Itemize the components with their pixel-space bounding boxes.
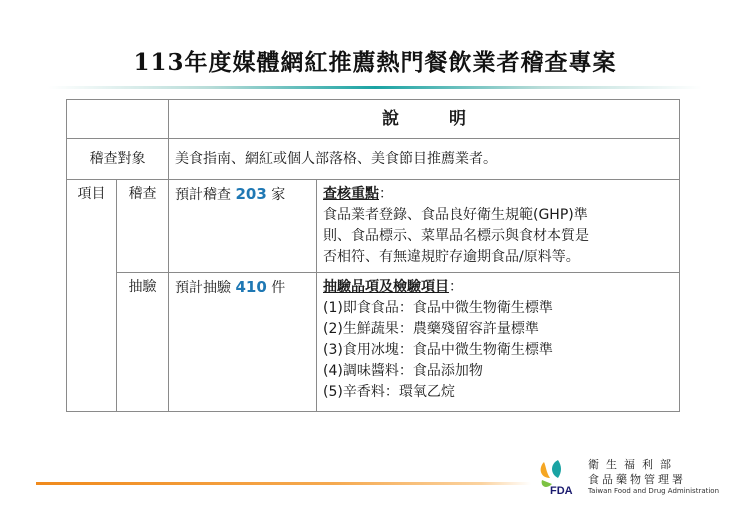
inspection-planned: [169, 180, 317, 273]
org-name-line2: 食品藥物管理署: [588, 473, 686, 486]
focus-title: 查核重點: [323, 186, 379, 202]
fda-logo-text: FDA: [550, 485, 573, 497]
title-divider: [48, 86, 702, 89]
subject-row: [67, 139, 680, 180]
sampling-label: 抽驗: [117, 273, 169, 412]
focus-line: 否相符、有無違規貯存逾期食品/原料等。: [323, 249, 580, 265]
inspection-count: 203: [235, 185, 267, 203]
inspection-row: [67, 180, 680, 273]
sampling-items-title: 抽驗品項及檢驗項目: [323, 279, 449, 295]
sampling-unit: 件: [271, 280, 286, 296]
slide-title: 113年度媒體網紅推薦熱門餐飲業者稽查專案: [133, 49, 617, 76]
header-empty-cell: [67, 100, 169, 139]
org-name-english: Taiwan Food and Drug Administration: [588, 487, 720, 495]
inspection-label: 稽查: [117, 180, 169, 273]
subject-value: 美食指南、網紅或個人部落格、美食節目推薦業者。: [169, 139, 680, 180]
fda-butterfly-icon: [536, 456, 584, 498]
focus-heading: [323, 184, 673, 205]
focus-line: 則、食品標示、菜單品名標示與食材本質是: [323, 228, 589, 244]
sampling-count: 410: [235, 278, 267, 296]
sampling-item: (1)即食食品：食品中微生物衛生標準: [323, 300, 553, 316]
table-header-row: [67, 100, 680, 139]
header-cell: [169, 100, 680, 139]
sampling-planned: [169, 273, 317, 412]
focus-line: 食品業者登錄、食品良好衛生規範(GHP)準: [323, 207, 588, 223]
org-name-line1: 衛生福利部: [588, 458, 678, 471]
sampling-item: (5)辛香料：環氧乙烷: [323, 384, 455, 400]
inspection-focus: [317, 180, 680, 273]
sampling-item: (4)調味醬料：食品添加物: [323, 363, 483, 379]
subject-label: 稽查對象: [67, 139, 169, 180]
sampling-planned-prefix: 預計抽驗: [175, 280, 231, 296]
sampling-colon: ：: [449, 279, 463, 295]
sampling-item: (3)食用冰塊：食品中微生物衛生標準: [323, 342, 553, 358]
item-label: 項目: [67, 180, 117, 412]
header-label: 說 明: [382, 108, 488, 129]
sampling-heading: [323, 277, 673, 298]
sampling-items: [317, 273, 680, 412]
inspection-planned-prefix: 預計稽查: [175, 187, 231, 203]
inspection-table: [66, 99, 680, 412]
inspection-unit: 家: [271, 187, 286, 203]
fda-logo: [536, 452, 720, 502]
footer-divider: [36, 482, 531, 485]
sampling-row: [67, 273, 680, 412]
focus-colon: ：: [379, 186, 393, 202]
sampling-item: (2)生鮮蔬果：農藥殘留容許量標準: [323, 321, 539, 337]
